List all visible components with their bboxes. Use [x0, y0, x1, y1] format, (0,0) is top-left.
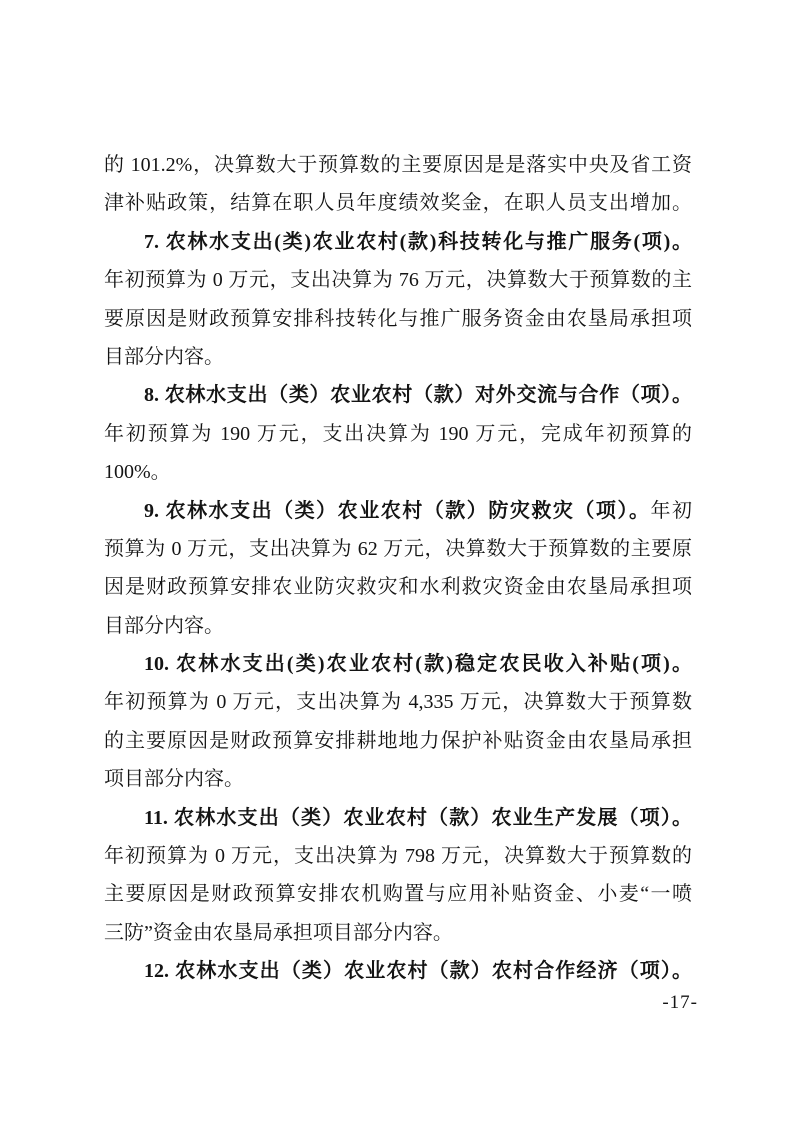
text-segment: 100%。: [104, 461, 171, 484]
text-segment: 要原因是财政预算安排科技转化与推广服务资金由农垦局承担项: [104, 307, 692, 330]
text-segment: 的 101.2%，决算数大于预算数的主要原因是是落实中央及省工资: [104, 154, 692, 176]
text-line: [104, 952, 692, 990]
text-line: [104, 453, 692, 491]
text-line: [104, 722, 692, 760]
text-segment: 津补贴政策，结算在职人员年度绩效奖金，在职人员支出增加。: [104, 192, 692, 215]
text-line: [104, 914, 692, 952]
text-line: [104, 146, 692, 184]
text-segment: 年初预算为 0 万元，支出决算为 4,335 万元，决算数大于预算数: [104, 691, 692, 714]
text-line: [104, 184, 692, 222]
text-segment: 三防”资金由农垦局承担项目部分内容。: [104, 921, 453, 944]
section-heading-segment: 10. 农林水支出(类)农业农村(款)稳定农民收入补贴(项)。: [144, 653, 692, 676]
text-line: [104, 875, 692, 913]
text-segment: 目部分内容。: [104, 345, 224, 368]
text-segment: 年初: [650, 499, 692, 522]
text-line: [104, 683, 692, 721]
text-segment: 主要原因是财政预算安排农机购置与应用补贴资金、小麦“一喷: [104, 883, 692, 906]
text-line: [104, 261, 692, 299]
text-segment: 年初预算为 0 万元，支出决算为 798 万元，决算数大于预算数的: [104, 845, 692, 868]
text-line: [104, 300, 692, 338]
text-segment: 目部分内容。: [104, 614, 224, 637]
page-number: -17-: [662, 992, 698, 1013]
text-line: [104, 837, 692, 875]
text-segment: 年初预算为 190 万元，支出决算为 190 万元，完成年初预算的: [104, 422, 692, 445]
document-body: [104, 146, 692, 991]
text-line: [104, 645, 692, 683]
text-line: [104, 568, 692, 606]
section-heading-segment: 8. 农林水支出（类）农业农村（款）对外交流与合作（项）。: [144, 384, 692, 407]
section-heading-segment: 7. 农林水支出(类)农业农村(款)科技转化与推广服务(项)。: [144, 230, 692, 253]
text-line: [104, 799, 692, 837]
text-segment: 因是财政预算安排农业防灾救灾和水利救灾资金由农垦局承担项: [104, 576, 692, 599]
text-line: [104, 492, 692, 530]
text-line: [104, 338, 692, 376]
section-heading-segment: 12. 农林水支出（类）农业农村（款）农村合作经济（项）。: [144, 960, 692, 983]
section-heading-segment: 11. 农林水支出（类）农业农村（款）农业生产发展（项）。: [144, 806, 692, 829]
text-line: [104, 415, 692, 453]
text-line: [104, 607, 692, 645]
text-segment: 的主要原因是财政预算安排耕地地力保护补贴资金由农垦局承担: [104, 729, 692, 752]
text-segment: 预算为 0 万元，支出决算为 62 万元，决算数大于预算数的主要原: [104, 537, 692, 560]
text-segment: 年初预算为 0 万元，支出决算为 76 万元，决算数大于预算数的主: [104, 269, 692, 292]
section-heading-segment: 9. 农林水支出（类）农业农村（款）防灾救灾（项）。: [144, 499, 651, 522]
text-line: [104, 760, 692, 798]
text-line: [104, 530, 692, 568]
text-line: [104, 376, 692, 414]
text-line: [104, 223, 692, 261]
text-segment: 项目部分内容。: [104, 768, 244, 791]
